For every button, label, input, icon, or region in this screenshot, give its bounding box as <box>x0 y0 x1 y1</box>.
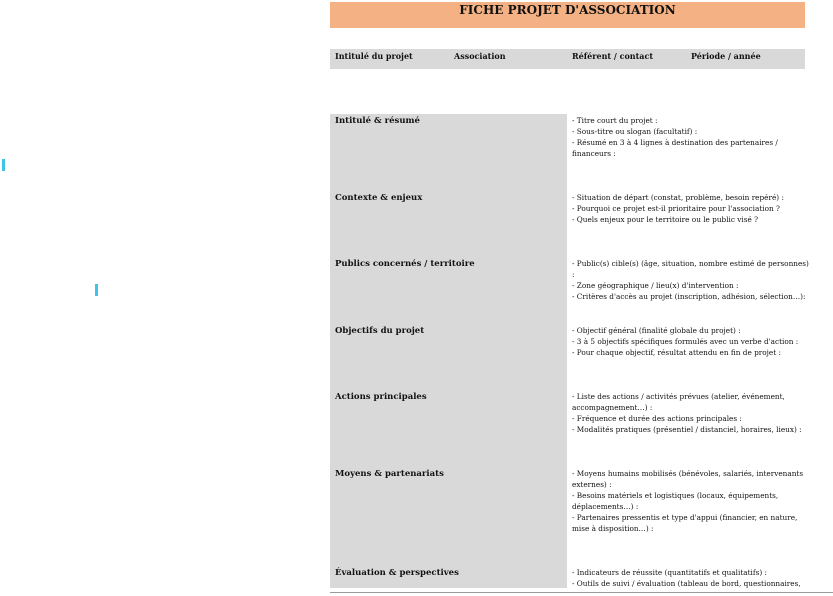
prompt-line: - Critères d'accès au projet (inscription, adhésion, sélection…): <box>572 292 806 301</box>
prompt-line: - Pourquoi ce projet est-il prioritaire pour l'association ? <box>572 204 780 213</box>
prompt-line: - 3 à 5 objectifs spécifiques formulés avec un verbe d'action : <box>572 337 799 346</box>
header-cell-project-title[interactable]: Intitulé du projet <box>335 51 413 61</box>
prompt-line: - Pour chaque objectif, résultat attendu en fin de projet : <box>572 348 781 357</box>
page-bottom-rule <box>330 592 833 593</box>
header-cell-referent[interactable]: Référent / contact <box>572 51 654 61</box>
row-prompts-context[interactable] <box>572 192 805 225</box>
row-label-objectives[interactable]: Objectifs du projet <box>335 326 425 336</box>
prompt-line: - Résumé en 3 à 4 lignes à destination des partenaires / financeurs : <box>572 138 778 158</box>
row-label-publics[interactable]: Publics concernés / territoire <box>335 259 475 269</box>
prompt-line: - Zone géographique / lieu(x) d'intervention : <box>572 281 739 290</box>
header-cell-period[interactable]: Période / année <box>691 51 761 61</box>
row-label-evaluation[interactable]: Évaluation & perspectives <box>335 568 459 578</box>
prompt-line: - Liste des actions / activités prévues (atelier, événement, accompagnement…) : <box>572 392 785 412</box>
prompt-line: - Modalités pratiques (présentiel / distanciel, horaires, lieux) : <box>572 425 802 434</box>
prompt-line: - Titre court du projet : <box>572 116 658 125</box>
document-title-bar[interactable] <box>330 2 805 28</box>
prompt-line: - Situation de départ (constat, problème, besoin repéré) : <box>572 193 784 202</box>
prompt-line: - Public(s) cible(s) (âge, situation, nombre estimé de personnes) : <box>572 259 809 279</box>
prompt-line: - Objectif général (finalité globale du projet) : <box>572 326 741 335</box>
header-band <box>330 49 805 69</box>
cell-cursor-marker <box>2 159 5 171</box>
prompt-line: - Indicateurs de réussite (quantitatifs et qualitatifs) : <box>572 568 767 577</box>
prompt-line: - Moyens humains mobilisés (bénévoles, salariés, intervenants externes) : <box>572 469 804 489</box>
row-prompts-means[interactable] <box>572 468 805 534</box>
prompt-line: - Fréquence et durée des actions principales : <box>572 414 742 423</box>
prompt-line: - Sous-titre ou slogan (facultatif) : <box>572 127 698 136</box>
prompt-line: - Quels enjeux pour le territoire ou le public visé ? <box>572 215 759 224</box>
row-prompts-actions[interactable] <box>572 391 805 435</box>
document-title: FICHE PROJET D'ASSOCIATION <box>459 3 676 17</box>
row-label-context[interactable]: Contexte & enjeux <box>335 193 423 203</box>
row-prompts-summary[interactable] <box>572 115 805 159</box>
label-column <box>330 114 567 588</box>
prompt-line: - Outils de suivi / évaluation (tableau de bord, questionnaires, <box>572 579 801 588</box>
row-label-summary[interactable]: Intitulé & résumé <box>335 116 420 126</box>
row-prompts-objectives[interactable] <box>572 325 805 358</box>
prompt-line: - Besoins matériels et logistiques (locaux, équipements, déplacements…) : <box>572 491 779 511</box>
row-prompts-publics[interactable] <box>572 258 812 302</box>
row-label-means[interactable]: Moyens & partenariats <box>335 469 444 479</box>
row-label-actions[interactable]: Actions principales <box>335 392 427 402</box>
header-cell-association[interactable]: Association <box>454 51 506 61</box>
row-prompts-evaluation[interactable] <box>572 567 805 589</box>
cell-cursor-marker <box>95 284 98 296</box>
prompt-line: - Partenaires pressentis et type d'appui (financier, en nature, mise à disposition…) : <box>572 513 798 533</box>
